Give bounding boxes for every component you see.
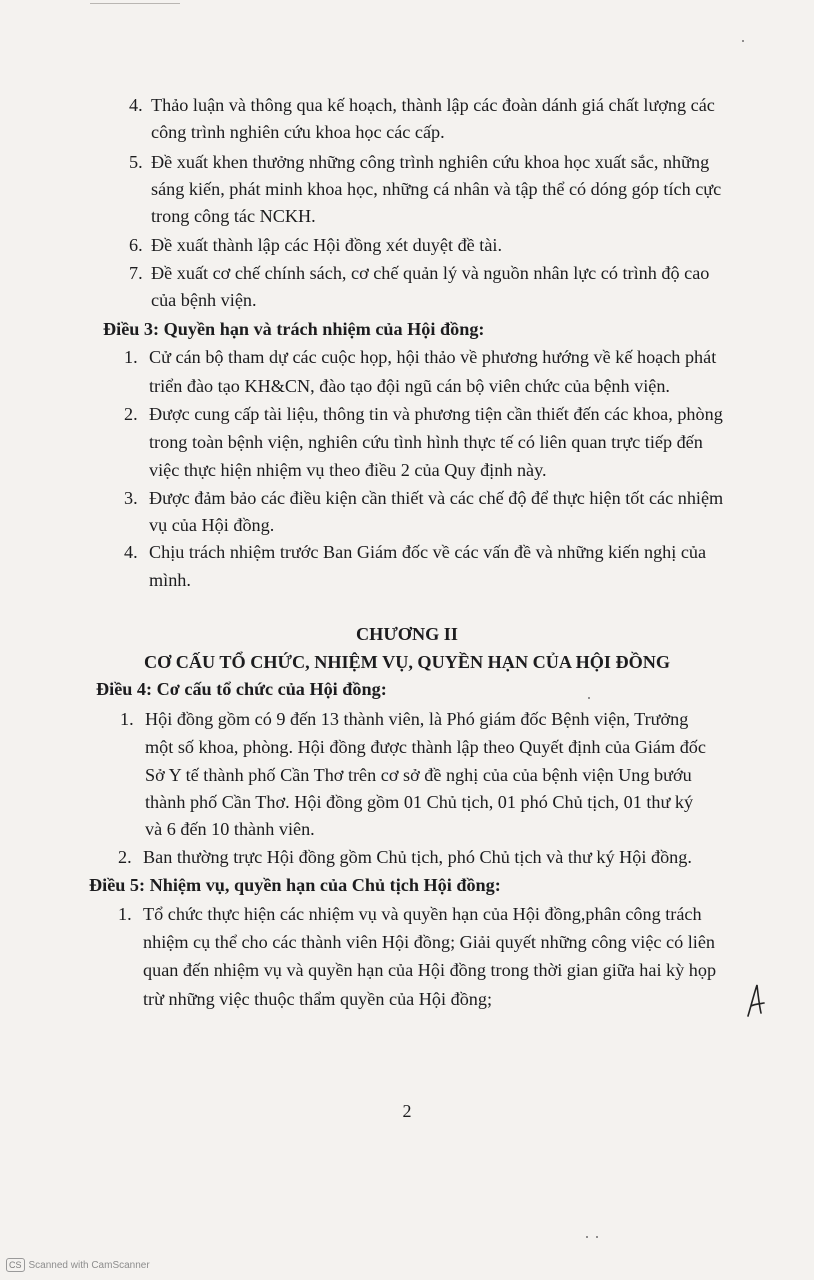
list-item-text: trong toàn bệnh viện, nghiên cứu tình hình thực tế có liên quan trực tiếp đến xyxy=(149,432,703,452)
article-5-heading: Điều 5: Nhiệm vụ, quyền hạn của Chủ tịch Hội đồng: xyxy=(89,875,501,895)
list-item-text: và 6 đến 10 thành viên. xyxy=(145,819,315,839)
article-4-heading: Điều 4: Cơ cấu tổ chức của Hội đồng: xyxy=(96,679,387,699)
list-item-text: Thảo luận và thông qua kế hoạch, thành lập các đoàn dánh giá chất lượng các xyxy=(151,95,715,115)
list-item-text: quan đến nhiệm vụ và quyền hạn của Hội đồng trong thời gian giữa hai kỳ họp xyxy=(143,960,717,980)
chapter-number: CHƯƠNG II xyxy=(356,624,458,644)
list-item-text: sáng kiến, phát minh khoa học, những cá nhân và tập thể có dóng góp tích cực xyxy=(151,179,722,199)
list-number: 4. xyxy=(124,542,138,562)
list-item-text: mình. xyxy=(149,570,191,590)
scan-speck xyxy=(588,697,590,699)
list-number: 1. xyxy=(120,709,134,729)
list-item-text: một số khoa, phòng. Hội đồng được thành lập theo Quyết định của Giám đốc xyxy=(145,737,706,757)
list-number: 1. xyxy=(124,347,138,367)
list-number: 5. xyxy=(129,152,143,172)
scan-speck xyxy=(596,1236,598,1238)
article-3-heading: Điều 3: Quyền hạn và trách nhiệm của Hội đồng: xyxy=(103,319,485,339)
list-item-text: công trình nghiên cứu khoa học các cấp. xyxy=(151,122,445,142)
scan-edge-line xyxy=(90,3,180,4)
list-item-text: Đề xuất cơ chế chính sách, cơ chế quản lý và nguồn nhân lực có trình độ cao xyxy=(151,263,710,283)
list-item-text: Đề xuất khen thưởng những công trình nghiên cứu khoa học xuất sắc, những xyxy=(151,152,710,172)
list-number: 4. xyxy=(129,95,143,115)
chapter-title: CƠ CẤU TỔ CHỨC, NHIỆM VỤ, QUYỀN HẠN CỦA HỘI ĐỒNG xyxy=(143,652,671,672)
list-item-text: Đề xuất thành lập các Hội đồng xét duyệt đề tài. xyxy=(151,235,503,255)
list-number: 6. xyxy=(129,235,143,255)
list-number: 3. xyxy=(124,488,138,508)
list-item-text: thành phố Cần Thơ. Hội đồng gồm 01 Chủ tịch, 01 phó Chủ tịch, 01 thư ký xyxy=(145,792,694,812)
list-item-text: nhiệm cụ thể cho các thành viên Hội đồng; Giải quyết những công việc có liên xyxy=(143,932,715,952)
list-item-text: vụ của Hội đồng. xyxy=(149,515,275,535)
list-item-text: Ban thường trực Hội đồng gồm Chủ tịch, phó Chủ tịch và thư ký Hội đồng. xyxy=(143,847,692,867)
list-item-text: Được cung cấp tài liệu, thông tin và phương tiện cần thiết đến các khoa, phòng xyxy=(149,404,723,424)
list-number: 1. xyxy=(118,904,132,924)
list-item-text: trừ những việc thuộc thẩm quyền của Hội đồng; xyxy=(143,989,493,1009)
scan-speck xyxy=(586,1236,588,1238)
scan-speck xyxy=(742,40,744,42)
list-item-text: Sở Y tế thành phố Cần Thơ trên cơ sở đề nghị của của bệnh viện Ung bướu xyxy=(145,765,692,785)
camscanner-logo: CS xyxy=(6,1258,25,1272)
list-number: 2. xyxy=(118,847,132,867)
list-item-text: trong công tác NCKH. xyxy=(151,206,316,226)
scanner-watermark xyxy=(6,1258,150,1272)
list-number: 7. xyxy=(129,263,143,283)
scanner-watermark-text: Scanned with CamScanner xyxy=(28,1259,150,1271)
list-item-text: Hội đồng gồm có 9 đến 13 thành viên, là Phó giám đốc Bệnh viện, Trưởng xyxy=(145,709,689,729)
list-item-text: Được đảm bảo các điều kiện cần thiết và các chế độ để thực hiện tốt các nhiệm xyxy=(149,488,724,508)
handwritten-initial-mark xyxy=(744,982,766,1018)
list-item-text: triển đào tạo KH&CN, đào tạo đội ngũ cán bộ viên chức của bệnh viện. xyxy=(149,376,670,396)
list-number: 2. xyxy=(124,404,138,424)
list-item-text: Cử cán bộ tham dự các cuộc họp, hội thảo về phương hướng về kế hoạch phát xyxy=(149,347,717,367)
list-item-text: của bệnh viện. xyxy=(151,290,257,310)
list-item-text: việc thực hiện nhiệm vụ theo điều 2 của Quy định này. xyxy=(149,460,547,480)
list-item-text: Tổ chức thực hiện các nhiệm vụ và quyền hạn của Hội đồng,phân công trách xyxy=(143,904,702,924)
page-number: 2 xyxy=(402,1101,412,1121)
list-item-text: Chịu trách nhiệm trước Ban Giám đốc về các vấn đề và những kiến nghị của xyxy=(149,542,707,562)
